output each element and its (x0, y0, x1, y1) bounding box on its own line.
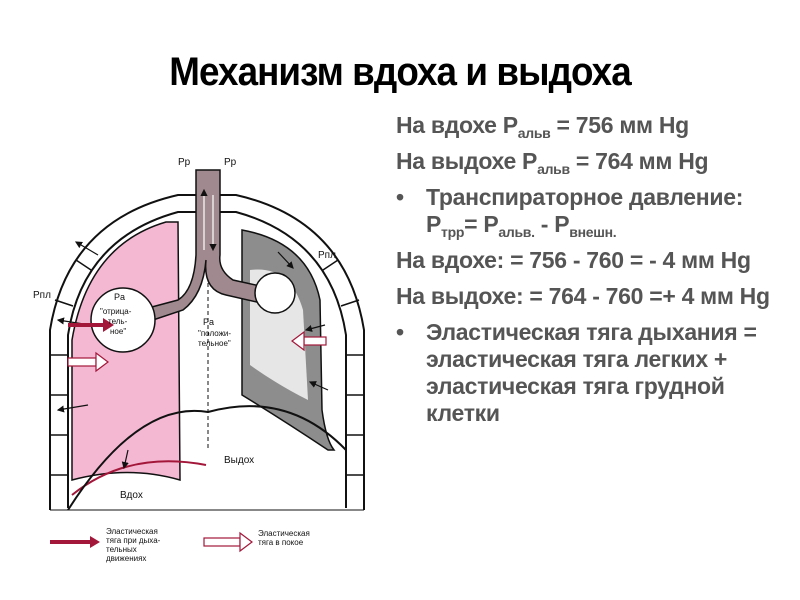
label-negative-2: тель- (108, 317, 128, 326)
bullet-marker: • (396, 319, 404, 345)
label-pa-left: Pa (114, 292, 126, 302)
label-ppl-right: Pпл (318, 250, 336, 261)
label-pp-right: Pp (224, 157, 237, 168)
transrespiratory-label: Транспираторное давление: P (426, 184, 744, 237)
exhale-pressure (396, 148, 796, 175)
label-ppl-left: Pпл (33, 290, 51, 301)
legend-active-1: Эластическая (106, 527, 158, 536)
elastic-text: Эластическая тяга дыхания = эластическая тяга легких + эластическая тяга грудной клетки (426, 319, 757, 426)
legend-active-4: движениях (106, 554, 147, 563)
transrespiratory-sub2: альв. (498, 224, 535, 240)
bullet-marker: • (396, 184, 404, 210)
exhale-pressure-label: На выдохе P (396, 148, 538, 174)
transrespiratory-bullet (396, 184, 796, 238)
label-inhale: Вдох (120, 490, 143, 501)
legend-rest-1: Эластическая (258, 529, 310, 538)
transrespiratory-sub1: трр (441, 224, 465, 240)
slide-title: Механизм вдоха и выдоха (169, 50, 631, 94)
inhale-calc: На вдохе: = 756 - 760 = - 4 мм Hg (396, 247, 751, 273)
legend-rest-2: тяга в покое (258, 538, 304, 547)
label-exhale: Выдох (224, 455, 255, 466)
inhale-pressure-value: = 756 мм Hg (550, 112, 689, 138)
breathing-mechanism-diagram (28, 150, 388, 600)
legend-active (50, 527, 161, 563)
label-negative-3: ное" (110, 327, 127, 336)
text-panel (396, 112, 796, 436)
label-negative-1: "отрица- (100, 307, 132, 316)
elastic-bullet (396, 319, 796, 427)
transrespiratory-sub3: внешн. (569, 224, 617, 240)
label-positive-2: тельное" (198, 339, 231, 348)
inhale-pressure (396, 112, 796, 139)
inhale-pressure-sub: альв (517, 125, 551, 141)
exhale-calc: На выдохе: = 764 - 760 =+ 4 мм Hg (396, 283, 770, 309)
label-pp-left: Pp (178, 157, 191, 168)
legend-active-3: тельных (106, 545, 137, 554)
alveolus-exhale (255, 273, 295, 313)
lung-diagram (28, 150, 388, 600)
label-pa-right: Pa (203, 317, 215, 327)
exhale-pressure-value: = 764 мм Hg (569, 148, 709, 174)
legend-rest (204, 529, 310, 551)
transrespiratory-mid2: - P (534, 211, 570, 237)
transrespiratory-mid: = P (464, 211, 499, 237)
exhale-pressure-sub: альв (537, 161, 570, 177)
legend-active-2: тяга при дыха- (106, 536, 161, 545)
label-positive-1: "положи- (198, 329, 232, 338)
inhale-pressure-label: На вдохе P (396, 112, 518, 138)
